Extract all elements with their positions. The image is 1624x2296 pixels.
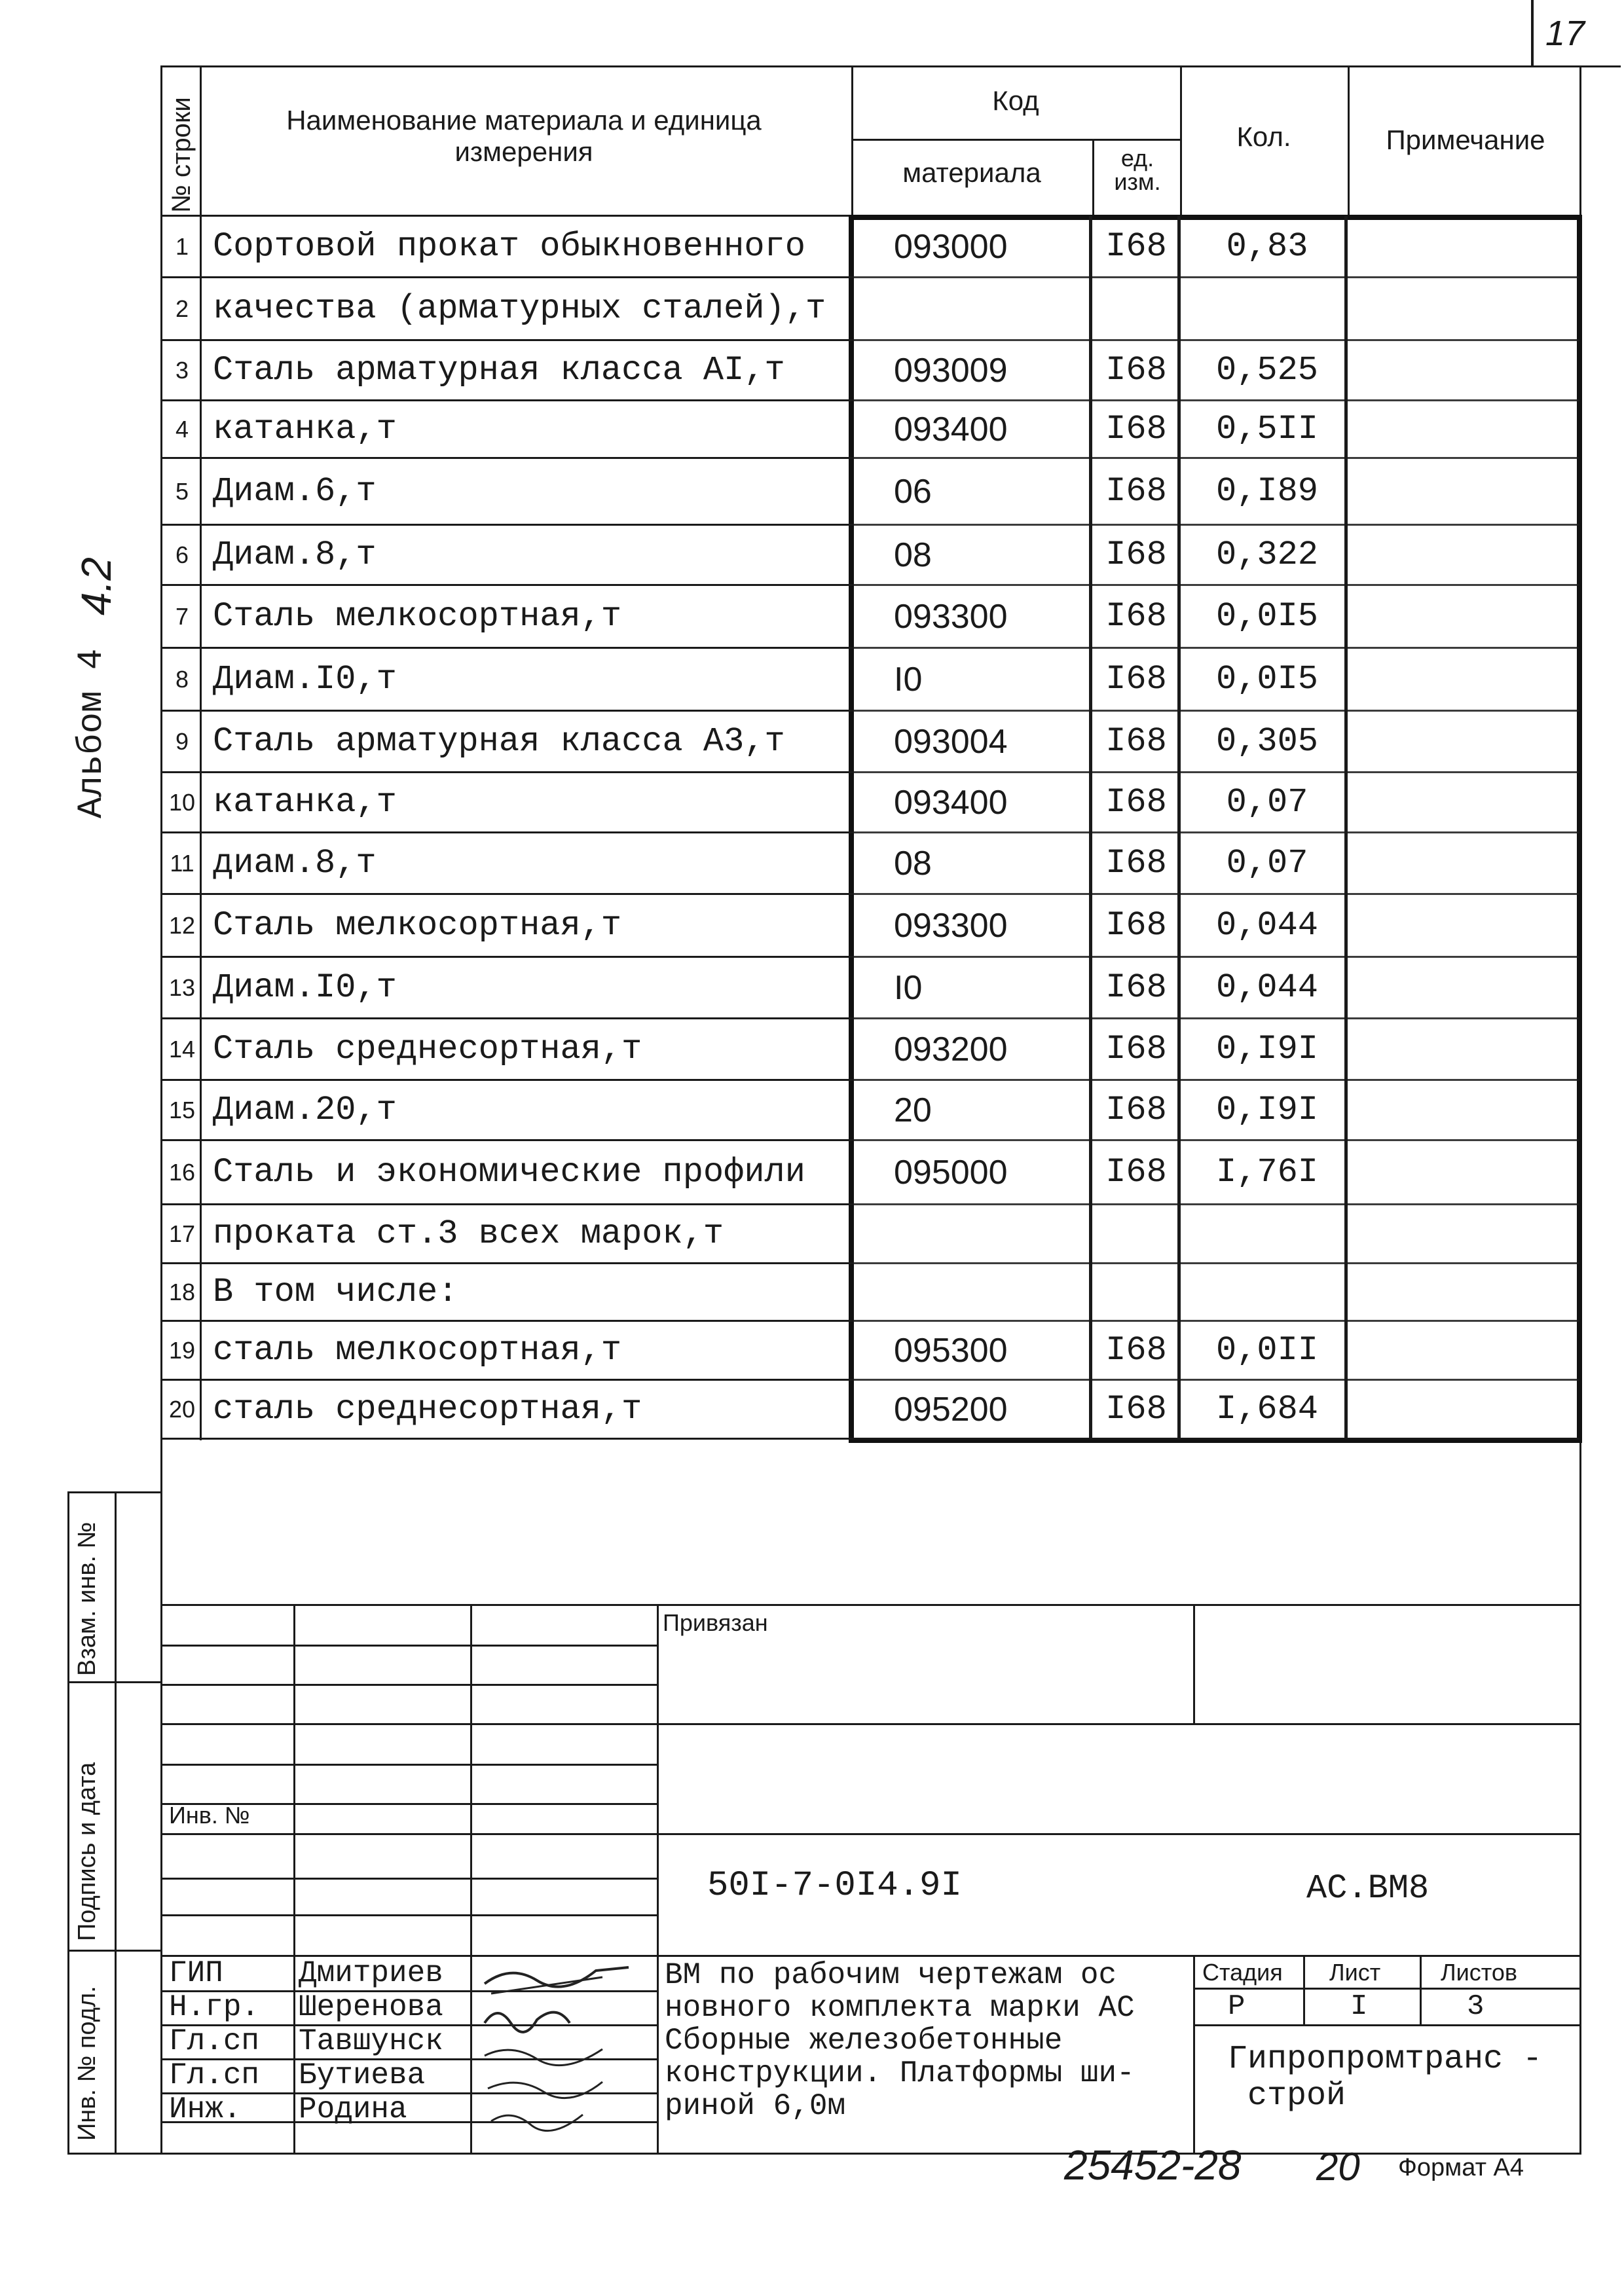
- unit-code: I68: [1105, 597, 1167, 636]
- unit-code: I68: [1105, 536, 1167, 574]
- quantity: 0,I9I: [1215, 1030, 1319, 1068]
- role-3: Гл.сп: [169, 2024, 260, 2058]
- material-name: Сортовой прокат обыкновенного: [213, 227, 805, 266]
- material-code: 093400: [894, 784, 1008, 822]
- row-number: 14: [168, 1036, 196, 1063]
- table-row: [0, 1321, 1624, 1380]
- table-row: [0, 894, 1624, 957]
- quantity: [1192, 1205, 1342, 1264]
- role-5: Инж.: [169, 2092, 242, 2126]
- material-code: 08: [894, 536, 932, 574]
- unit-code: I68: [1105, 1030, 1167, 1068]
- material-code: 095200: [894, 1391, 1008, 1429]
- table-row: [0, 1205, 1624, 1264]
- material-code: [894, 1205, 1084, 1264]
- row-number: 19: [168, 1337, 196, 1364]
- unit-code: I68: [1105, 844, 1167, 883]
- side-label-vzam: Взам. инв. №: [73, 1522, 101, 1676]
- people-roles: [169, 1956, 259, 2126]
- title-line-2: новного комплекта марки АС: [665, 1991, 1135, 2025]
- unit-code: I68: [1105, 722, 1167, 761]
- quantity: 0,0I5: [1215, 597, 1319, 636]
- row-number: 5: [175, 478, 189, 505]
- album-label: Альбом 4: [72, 648, 112, 818]
- unit-code: [1095, 1205, 1177, 1264]
- material-name: катанка,т: [213, 410, 397, 448]
- table-row: [0, 401, 1624, 458]
- row-number: 18: [168, 1279, 196, 1305]
- unit-code: I68: [1105, 1153, 1167, 1192]
- quantity: 0,525: [1215, 351, 1319, 390]
- material-name: катанка,т: [213, 783, 397, 822]
- table-row: [0, 525, 1624, 585]
- quantity: 0,0II: [1215, 1331, 1319, 1370]
- sheets-value: 3: [1467, 1990, 1485, 2023]
- material-code: 06: [894, 473, 932, 511]
- material-name: качества (арматурных сталей),т: [213, 289, 826, 328]
- row-number: 9: [175, 728, 189, 755]
- row-number: 12: [168, 912, 196, 939]
- role-2: Н.гр.: [169, 1990, 260, 2024]
- page-number: 17: [1545, 14, 1585, 53]
- name-5: Родина: [299, 2092, 407, 2126]
- title-line-3: Сборные железобетонные: [665, 2024, 1063, 2058]
- material-name: Сталь среднесортная,т: [213, 1030, 642, 1068]
- row-number: 17: [168, 1220, 196, 1247]
- material-name: Диам.I0,т: [213, 968, 397, 1007]
- quantity: [1192, 278, 1342, 340]
- unit-code: I68: [1105, 906, 1167, 945]
- table-row: [0, 773, 1624, 833]
- row-number: 4: [175, 416, 189, 443]
- material-name: В том числе:: [213, 1273, 458, 1311]
- privyazan-label: Привязан: [663, 1609, 768, 1636]
- row-number: 13: [168, 974, 196, 1001]
- quantity: 0,044: [1215, 906, 1319, 945]
- material-code: [894, 1264, 1084, 1321]
- stage-value: Р: [1228, 1990, 1246, 2023]
- material-code: 093200: [894, 1030, 1008, 1068]
- sheets-label: Листов: [1441, 1959, 1517, 1986]
- side-label-podpis: Подпись и дата: [73, 1762, 101, 1941]
- header-note: Примечание: [1386, 124, 1545, 155]
- unit-code: I68: [1105, 1390, 1167, 1429]
- material-code: 093004: [894, 723, 1008, 761]
- header-material: материала: [902, 157, 1041, 188]
- unit-code: I68: [1105, 351, 1167, 390]
- table-row: [0, 957, 1624, 1019]
- stage-label: Стадия: [1202, 1959, 1283, 1986]
- material-code: 093009: [894, 352, 1008, 390]
- table-row: [0, 648, 1624, 711]
- material-name: сталь мелкосортная,т: [213, 1331, 622, 1370]
- row-number: 1: [175, 233, 189, 260]
- material-name: Сталь мелкосортная,т: [213, 597, 622, 636]
- unit-code: [1095, 278, 1177, 340]
- header-unit: ед. изм.: [1114, 145, 1161, 195]
- row-number: 16: [168, 1159, 196, 1186]
- material-name: Диам.8,т: [213, 536, 377, 574]
- quantity: 0,5II: [1215, 410, 1319, 448]
- header-row-number: № строки: [167, 97, 196, 213]
- row-number: 11: [170, 850, 194, 877]
- footer-format: Формат А4: [1398, 2154, 1524, 2181]
- row-number: 15: [168, 1097, 196, 1123]
- row-number: 8: [175, 666, 189, 693]
- unit-code: I68: [1105, 410, 1167, 448]
- unit-code: I68: [1105, 1091, 1167, 1129]
- organization-line-1: Гипропромтранс -: [1228, 2041, 1543, 2078]
- name-2: Шеренова: [299, 1990, 443, 2024]
- unit-code: I68: [1105, 660, 1167, 699]
- name-4: Бутиева: [299, 2058, 426, 2092]
- material-name: сталь среднесортная,т: [213, 1390, 642, 1429]
- page-number-bar: [1531, 0, 1534, 65]
- material-code: 093300: [894, 907, 1008, 945]
- table-row: [0, 340, 1624, 401]
- quantity: I,76I: [1215, 1153, 1319, 1192]
- inv-no-label: Инв. №: [169, 1802, 250, 1829]
- row-number: 6: [175, 541, 189, 568]
- material-code: 08: [894, 845, 932, 883]
- organization-line-2: строй: [1247, 2077, 1346, 2115]
- material-name: Сталь мелкосортная,т: [213, 906, 622, 945]
- unit-code: I68: [1105, 1331, 1167, 1370]
- material-code: 093000: [894, 228, 1008, 266]
- side-label-inv-podl: Инв. № подл.: [73, 1986, 101, 2141]
- material-code: I0: [894, 969, 923, 1007]
- quantity: 0,I9I: [1215, 1091, 1319, 1129]
- table-row: [0, 216, 1624, 278]
- name-1: Дмитриев: [299, 1956, 443, 1990]
- table-row: [0, 1264, 1624, 1321]
- material-name: Сталь и экономические профили: [213, 1153, 805, 1192]
- unit-code: I68: [1105, 783, 1167, 822]
- table-row: [0, 833, 1624, 894]
- material-code: [894, 278, 1084, 340]
- material-name: проката ст.3 всех марок,т: [213, 1214, 724, 1253]
- quantity: I,684: [1215, 1390, 1319, 1429]
- table-row: [0, 278, 1624, 340]
- row-number: 20: [168, 1396, 196, 1423]
- material-name: Диам.I0,т: [213, 660, 397, 699]
- row-number: 3: [175, 357, 189, 384]
- quantity: 0,07: [1226, 783, 1308, 822]
- table-row: [0, 458, 1624, 525]
- material-code: 095300: [894, 1332, 1008, 1370]
- material-name: диам.8,т: [213, 844, 377, 883]
- material-code: 095000: [894, 1154, 1008, 1192]
- row-number: 7: [175, 603, 189, 630]
- doc-mark: АС.ВМ8: [1306, 1869, 1430, 1908]
- signatures: [471, 1958, 655, 2154]
- material-code: 20: [894, 1091, 932, 1129]
- title-line-4: конструкции. Платформы ши-: [665, 2056, 1135, 2090]
- material-code: 093400: [894, 410, 1008, 448]
- header-name: Наименование материала и единица измерения: [286, 105, 762, 167]
- table-row: [0, 1140, 1624, 1205]
- quantity: 0,044: [1215, 968, 1319, 1007]
- quantity: 0,0I5: [1215, 660, 1319, 699]
- table-row: [0, 1019, 1624, 1080]
- name-3: Тавшунск: [299, 2024, 443, 2058]
- role-4: Гл.сп: [169, 2058, 260, 2092]
- table-row: [0, 711, 1624, 773]
- table-row: [0, 1380, 1624, 1439]
- role-1: ГИП: [169, 1956, 223, 1990]
- material-code: 093300: [894, 598, 1008, 636]
- quantity: 0,I89: [1215, 472, 1319, 511]
- material-name: Сталь арматурная класса АI,т: [213, 351, 785, 390]
- sheet-label: Лист: [1329, 1959, 1381, 1986]
- sheet-value: I: [1350, 1990, 1368, 2023]
- quantity: 0,305: [1215, 722, 1319, 761]
- quantity: 0,07: [1226, 844, 1308, 883]
- people-names: [299, 1956, 443, 2126]
- title-line-5: риной 6,0м: [665, 2089, 846, 2123]
- header-code: Код: [992, 85, 1039, 116]
- document-title: [665, 1959, 1135, 2123]
- quantity: [1192, 1264, 1342, 1321]
- unit-code: I68: [1105, 472, 1167, 511]
- table-row: [0, 1080, 1624, 1140]
- album-handwritten: 4.2: [73, 557, 120, 615]
- material-name: Диам.6,т: [213, 472, 377, 511]
- header-qty: Кол.: [1236, 121, 1291, 152]
- material-code: I0: [894, 661, 923, 699]
- quantity: 0,83: [1226, 227, 1308, 266]
- footer-handwritten-number: 25452-28: [1064, 2141, 1242, 2189]
- title-line-1: ВМ по рабочим чертежам ос: [665, 1958, 1117, 1992]
- row-number: 10: [168, 789, 196, 816]
- unit-code: [1095, 1264, 1177, 1321]
- row-number: 2: [175, 295, 189, 322]
- footer-handwritten-page: 20: [1316, 2145, 1360, 2189]
- table-row: [0, 585, 1624, 648]
- doc-code: 50I-7-0I4.9I: [707, 1866, 962, 1906]
- organization: [1228, 2041, 1542, 2115]
- material-name: Сталь арматурная класса А3,т: [213, 722, 785, 761]
- quantity: 0,322: [1215, 536, 1319, 574]
- unit-code: I68: [1105, 968, 1167, 1007]
- unit-code: I68: [1105, 227, 1167, 266]
- material-name: Диам.20,т: [213, 1091, 397, 1129]
